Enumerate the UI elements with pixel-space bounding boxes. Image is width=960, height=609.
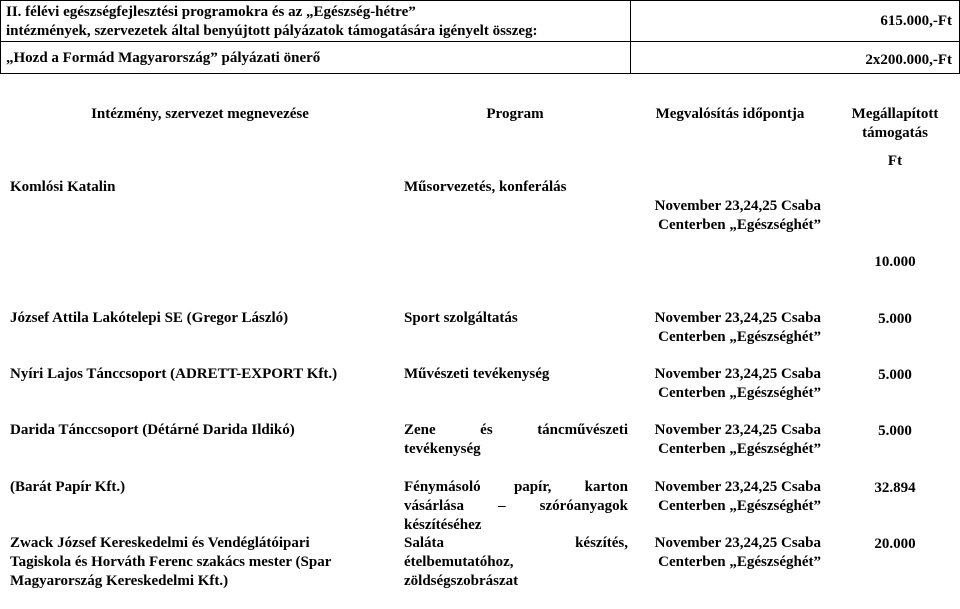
table-row-6-date-line2: Centerben „Egészséghét” xyxy=(658,554,821,570)
table-row-5-date-line1: November 23,24,25 Csaba xyxy=(654,479,821,495)
table-row-1-amount: 10.000 xyxy=(874,254,916,270)
table-row-6-program-line3: zöldségszobrászat xyxy=(404,573,519,589)
table-row-6-amount: 20.000 xyxy=(874,536,916,552)
table-row-4-organization: Darida Tánccsoport (Détárné Darida Ildikó) xyxy=(10,422,295,438)
table-row-3-organization: Nyíri Lajos Tánccsoport (ADRETT-EXPORT Kft.) xyxy=(10,366,338,382)
table-row-4-program-line1: Zene és táncművészeti xyxy=(404,422,628,438)
table-row-6-program-line2: ételbemutatóhoz, xyxy=(404,554,514,570)
header-top-rule xyxy=(0,0,960,1)
column-header-amount-line1: Megállapított xyxy=(851,106,939,122)
table-row-3-date-line2: Centerben „Egészséghét” xyxy=(658,385,821,401)
header-title-line3: „Hozd a Formád Magyarország” pályázati önerő xyxy=(6,50,321,66)
table-row-3-amount: 5.000 xyxy=(878,367,912,383)
table-row-5-program-line1: Fénymásoló papír, karton xyxy=(404,479,628,495)
header-left-rule xyxy=(0,0,1,74)
table-row-5-organization: (Barát Papír Kft.) xyxy=(10,479,126,495)
header-amount-2: 2x200.000,-Ft xyxy=(865,52,952,68)
table-row-6-program-line1: Saláta készítés, xyxy=(404,535,628,551)
table-row-5-date-line2: Centerben „Egészséghét” xyxy=(658,498,821,514)
table-row-4-date-line1: November 23,24,25 Csaba xyxy=(654,422,821,438)
header-amount-1: 615.000,-Ft xyxy=(880,13,952,29)
column-header-amount-line2: támogatás xyxy=(862,125,928,141)
header-title-line2: intézmények, szervezetek által benyújtott pályázatok támogatására igényelt összeg: xyxy=(6,23,538,39)
header-divider-rule xyxy=(630,0,631,74)
table-row-4-program-line2: tevékenység xyxy=(404,441,481,457)
header-bottom-rule xyxy=(0,73,960,74)
column-header-organization: Intézmény, szervezet megnevezése xyxy=(91,106,309,122)
table-row-6-organization-line3: Magyarország Kereskedelmi Kft.) xyxy=(10,573,229,589)
table-row-2-amount: 5.000 xyxy=(878,311,912,327)
table-row-6-organization-line2: Tagiskola és Horváth Ferenc szakács mester (Spar xyxy=(10,554,332,570)
column-header-program: Program xyxy=(486,106,544,122)
table-row-1-date-line2: Centerben „Egészséghét” xyxy=(658,217,821,233)
table-row-2-date-line1: November 23,24,25 Csaba xyxy=(654,310,821,326)
table-row-5-amount: 32.894 xyxy=(874,480,916,496)
table-row-3-date-line1: November 23,24,25 Csaba xyxy=(654,366,821,382)
table-row-1-date-line1: November 23,24,25 Csaba xyxy=(654,198,821,214)
column-header-amount-unit: Ft xyxy=(887,153,903,169)
column-header-date: Megvalósítás időpontja xyxy=(655,106,805,122)
table-row-1-organization: Komlósi Katalin xyxy=(10,179,116,195)
table-row-4-date-line2: Centerben „Egészséghét” xyxy=(658,441,821,457)
table-row-6-organization-line1: Zwack József Kereskedelmi és Vendéglátóipari xyxy=(10,535,310,551)
table-row-2-organization: József Attila Lakótelepi SE (Gregor László) xyxy=(10,310,289,326)
header-title-line1: II. félévi egészségfejlesztési programokra és az „Egészség-hétre” xyxy=(6,4,416,20)
table-row-2-date-line2: Centerben „Egészséghét” xyxy=(658,329,821,345)
table-row-6-date-line1: November 23,24,25 Csaba xyxy=(654,535,821,551)
table-row-5-program-line3: készítéséhez xyxy=(404,517,482,533)
table-row-5-program-line2: vásárlása – szóróanyagok xyxy=(404,498,628,514)
table-row-3-program: Művészeti tevékenység xyxy=(404,366,550,382)
table-row-4-amount: 5.000 xyxy=(878,423,912,439)
table-row-2-program: Sport szolgáltatás xyxy=(404,310,518,326)
header-middle-rule xyxy=(0,41,960,42)
table-row-1-program: Műsorvezetés, konferálás xyxy=(404,179,567,195)
